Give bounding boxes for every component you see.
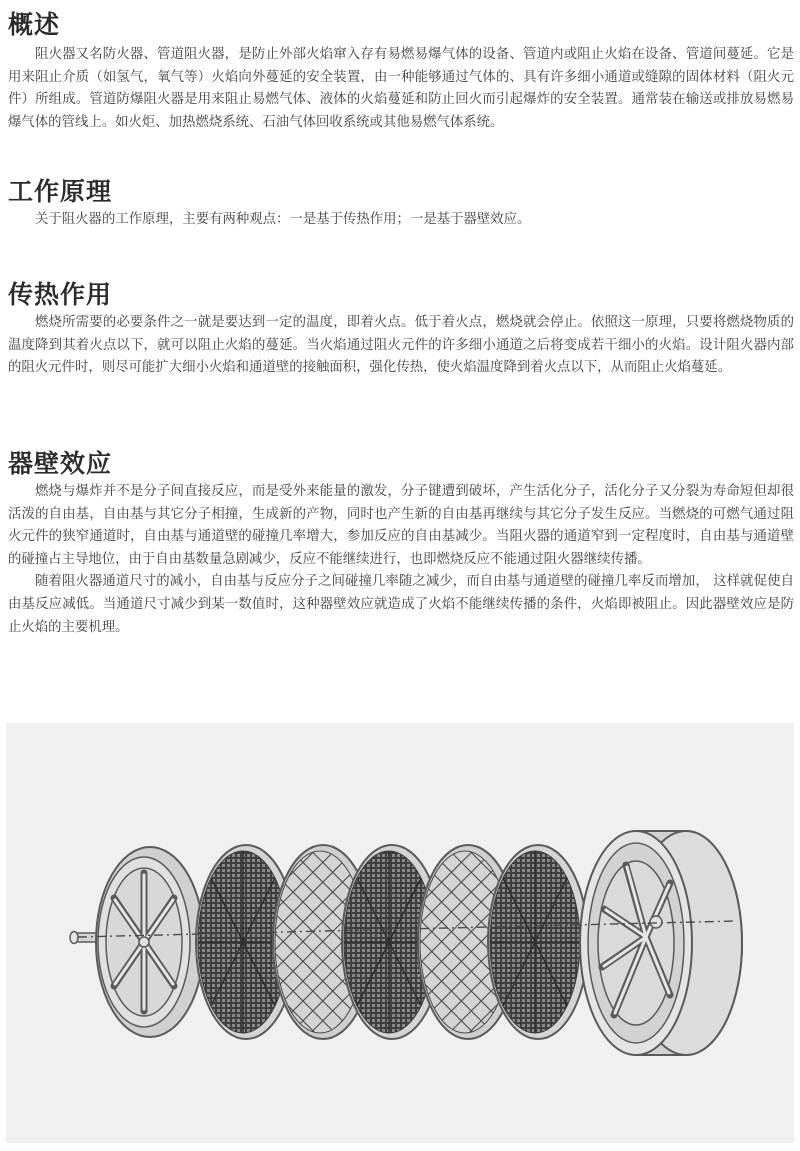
section-title-wall-effect: 器壁效应 [8,449,113,478]
fine-mesh-disc-3 [488,845,588,1039]
section-wall-effect [8,449,794,639]
section-title-principle: 工作原理 [8,177,113,206]
heat-transfer-paragraph: 燃烧所需要的必要条件之一就是要达到一定的温度，即着火点。低于着火点，燃烧就会停止。依照这一原理，只要将燃烧物质的温度降到其着火点以下，就可以阻止火焰的蔓延。当火焰通过阻火元件的许多细小通道之后将变成若干细小的火焰。设计阻火器内部的阻火元件时，则尽可能扩大细小火焰和通道壁的接触面积，强化传热，使火焰温度降到着火点以下，从而阻止火焰蔓延。 [8,315,794,376]
principle-paragraph: 关于阻火器的工作原理，主要有两种观点：一是基于传热作用；一是基于器壁效应。 [35,212,531,227]
section-principle [8,177,794,232]
wall-effect-paragraph-1: 燃烧与爆炸并不是分子间直接反应，而是受外来能量的激发，分子键遭到破坏，产生活化分子，活化分子又分裂为寿命短但却很活泼的自由基，自由基与其它分子相撞，生成新的产物，同时也产生新的自由基再继续与其它分子发生反应。当燃烧的可燃气通过阻火元件的狭窄通道时，自由基与通道壁的碰撞几率增大，参加反应的自由基减少。当阻火器的通道窄到一定程度时，自由基与通道壁的碰撞占主导地位，由于自由基数量急剧减少，反应不能继续进行，也即燃烧反应不能通过阻火器继续传播。 [8,484,794,567]
wall-effect-paragraph-2: 随着阻火器通道尺寸的减小，自由基与反应分子之间碰撞几率随之减少，而自由基与通道壁的碰撞几率反而增加， 这样就促使自由基反应减低。当通道尺寸减少到某一数值时，这种器壁效应就造成了火焰不能继续传播的条件，火焰即被阻止。因此器壁效应是防止火焰的主要机理。 [8,574,794,635]
section-title-overview: 概述 [8,10,61,39]
section-heat-transfer [8,280,794,380]
section-title-heat-transfer: 传热作用 [8,280,113,309]
section-overview [8,10,794,134]
overview-paragraph: 阻火器又名防火器、管道阻火器，是防止外部火焰窜入存有易燃易爆气体的设备、管道内或阻止火焰在设备、管道间蔓延。它是用来阻止介质（如氢气，氧气等）火焰向外蔓延的安全装置，由一种能够通过气体的、具有许多细小通道或缝隙的固体材料（阻火元件）所组成。管道防爆阻火器是用来阻止易燃气体、液体的火焰蔓延和防止回火而引起爆炸的安全装置。通常装在输送或排放易燃易爆气体的管线上。如火炬、加热燃烧系统、石油气体回收系统或其他易燃气体系统。 [8,47,794,130]
right-housing [580,831,742,1055]
left-flange [96,847,204,1037]
diagram-svg [6,723,794,1143]
flame-arrester-exploded-diagram [6,723,794,1143]
